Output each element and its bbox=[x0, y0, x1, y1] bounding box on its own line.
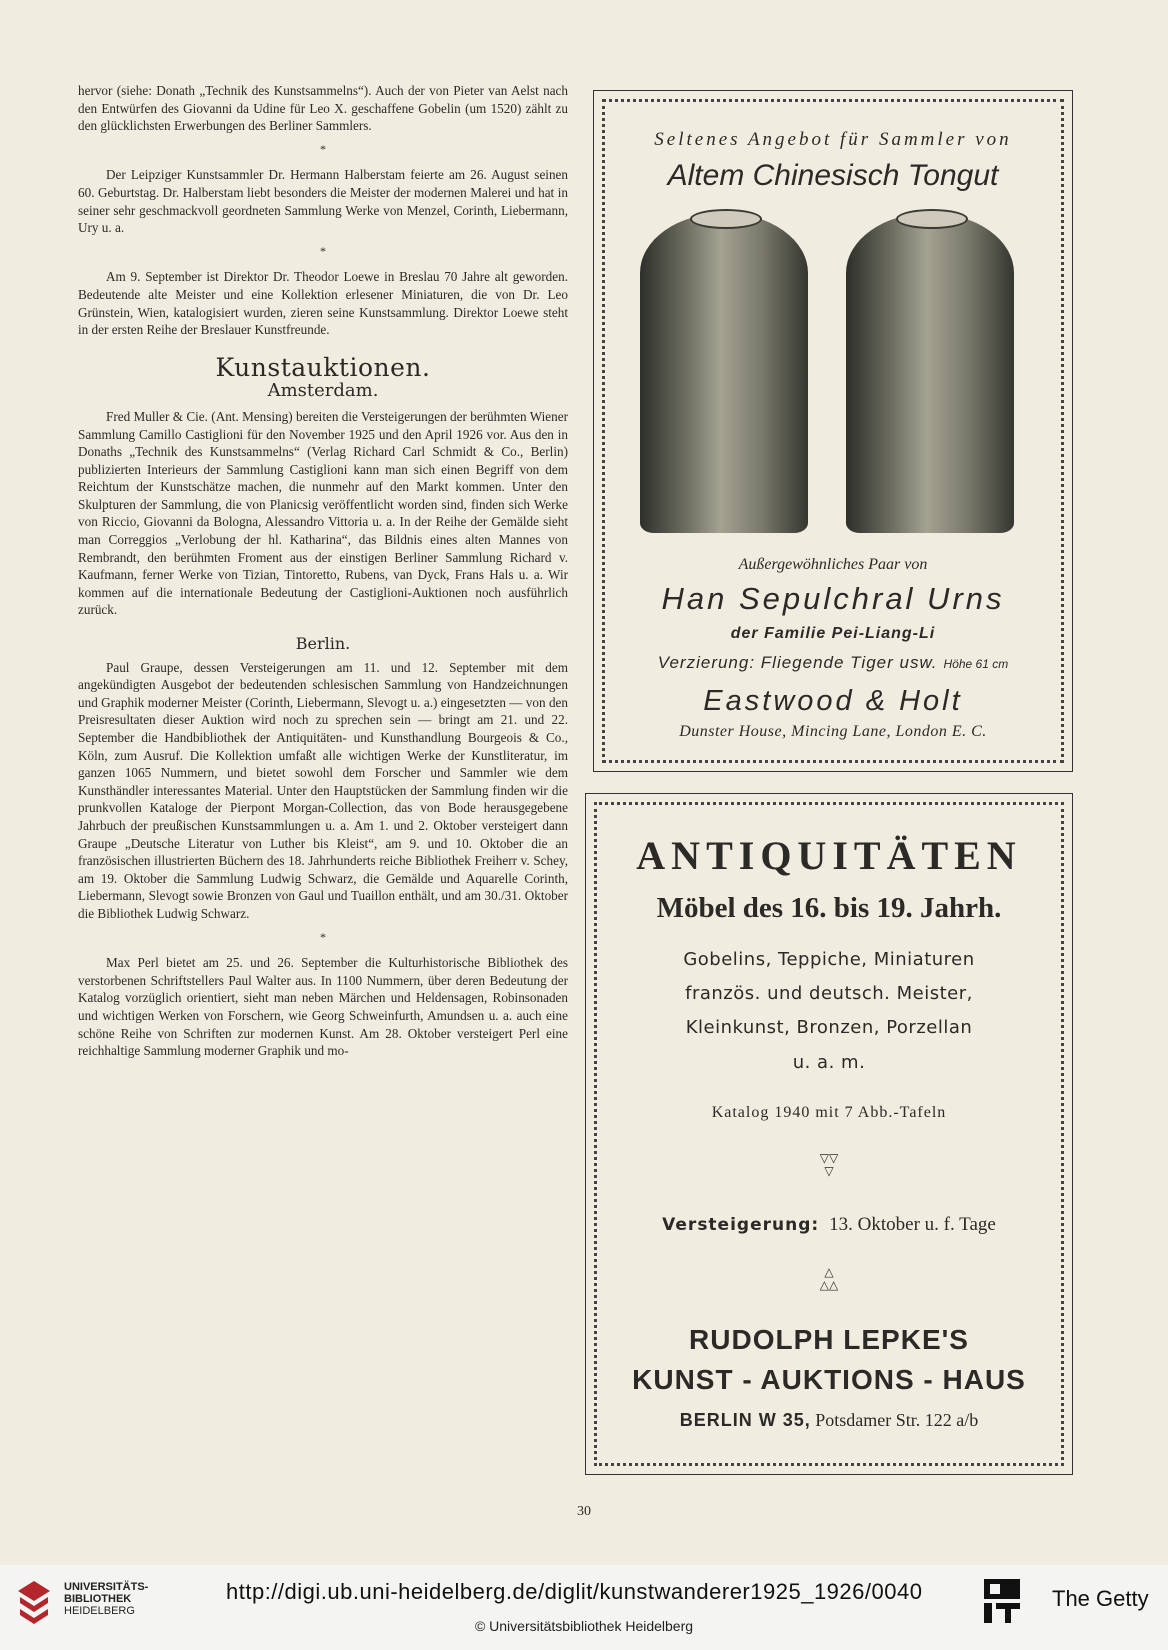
paragraph-halberstam: Der Leipziger Kunstsammler Dr. Hermann Halberstam feierte am 26. August seinen 60. Geburtstag. Dr. Halberstam liebt besonders die Meister der modernen Malerei und hat in seiner sehr geschmackvoll geordneten Sammlung Werke von Menzel, Corinth, Liebermann, Ury u. a. bbox=[78, 167, 568, 236]
separator-star: * bbox=[320, 141, 326, 156]
ad-city: BERLIN W 35, bbox=[679, 1410, 811, 1430]
subheading-berlin: Berlin. bbox=[295, 634, 351, 654]
paragraph-castiglioni: Fred Muller & Cie. (Ant. Mensing) bereiten die Versteigerungen der berühmten Wiener Sammlung Camillo Castiglioni für den November 1925 und den April 1926 vor. Aus den in Donaths „Technik des Kunstsammelns“ (Verlag Richard Carl Schmidt & Co., Berlin) publizierten Interieurs der Sammlung Castiglioni kann man sich einen Begriff von dem Reichtum der Kunstschätze machen, die nunmehr auf den Markt kommen. Unter den Skulpturen der Sammlung, die von Planicsig veröffentlicht worden sind, finden sich Werke von Riccio, Giovanni da Bologna, Alessandro Vittoria u. a. In der Reihe der Gemälde sieht man Correggios „Verlobung der hl. Katharina“, das Bildnis eines alten Mannes von Rembrandt, den berühmten Froment aus der einstigen Berliner Sammlung Richard v. Kaufmann, ferner Werke von Tizian, Tintoretto, Rubens, van Dyck, Frans Hals u. a. Wir kommen auf die internationale Bedeutung der Castiglioni-Auktionen noch ausführlich zurück. bbox=[78, 408, 568, 618]
ad-firm: Eastwood & Holt bbox=[703, 685, 963, 717]
library-line-3: HEIDELBERG bbox=[64, 1605, 135, 1617]
separator-star: * bbox=[320, 929, 326, 944]
ad-address: Dunster House, Mincing Lane, London E. C. bbox=[679, 723, 987, 740]
ad-decoration-text: Verzierung: Fliegende Tiger usw. bbox=[657, 653, 938, 672]
ad-auction-label: Versteigerung: bbox=[662, 1215, 820, 1235]
library-line-2: BIBLIOTHEK bbox=[64, 1593, 132, 1605]
library-line-1: UNIVERSITÄTS- bbox=[64, 1581, 149, 1593]
ad-subtitle: Möbel des 16. bis 19. Jahrh. bbox=[656, 892, 1002, 924]
separator-star: * bbox=[320, 243, 326, 258]
ad-title: Altem Chinesisch Tongut bbox=[667, 159, 999, 192]
ad-line-1: Gobelins, Teppiche, Miniaturen bbox=[683, 949, 975, 970]
ad-catalog: Katalog 1940 mit 7 Abb.-Tafeln bbox=[711, 1104, 947, 1121]
section-heading: Kunstauktionen. bbox=[215, 352, 431, 382]
ad-house-name: RUDOLPH LEPKE'S bbox=[689, 1324, 969, 1355]
copyright-notice: © Universitätsbibliothek Heidelberg bbox=[474, 1618, 694, 1634]
urn-photo-left bbox=[640, 213, 808, 533]
ad-auction-date: 13. Oktober u. f. Tage bbox=[829, 1214, 996, 1235]
ad-height: Höhe 61 cm bbox=[943, 657, 1009, 671]
permalink-url[interactable]: http://digi.ub.uni-heidelberg.de/diglit/kunstwanderer1925_1926/0040 bbox=[226, 1579, 923, 1604]
paragraph-perl: Max Perl bietet am 25. und 26. September die Kulturhistorische Bibliothek des verstorbenen Schriftstellers Paul Walter aus. In 1100 Nummern, über deren Bedeutung der Katalog vorzüglich orientiert, sieht man neben Märchen und Heldensagen, Robinsonaden und wichtigen Werken von Forschern, wie Georg Schweinfurth, Amundsen u. a. auch eine schöne Reihe von Schriften zur modernen Kunst. Am 28. Oktober versteigert Perl eine reichhaltige Sammlung moderner Graphik und mo- bbox=[78, 955, 568, 1059]
ad-line-3: Kleinkunst, Bronzen, Porzellan bbox=[685, 1017, 973, 1038]
urn-photo-right bbox=[846, 213, 1014, 533]
ad-family: der Familie Pei-Liang-Li bbox=[730, 625, 936, 642]
subheading-amsterdam: Amsterdam. bbox=[267, 380, 379, 402]
ad-line-4: u. a. m. bbox=[792, 1052, 866, 1073]
ad-title: ANTIQUITÄTEN bbox=[636, 833, 1022, 878]
ad-product: Han Sepulchral Urns bbox=[661, 581, 1005, 616]
triangle-ornament-up: △△ bbox=[819, 1278, 839, 1292]
article-column bbox=[78, 82, 568, 1066]
ad-house-type: KUNST - AUKTIONS - HAUS bbox=[632, 1364, 1026, 1395]
ad-auction bbox=[586, 1214, 1072, 1236]
page-number: 30 bbox=[577, 1504, 591, 1519]
ad-house-address bbox=[586, 1410, 1072, 1431]
ad-headline: Seltenes Angebot für Sammler von bbox=[654, 129, 1012, 150]
ad-line-2: französ. und deutsch. Meister, bbox=[685, 983, 973, 1004]
getty-logo-icon bbox=[982, 1577, 1022, 1625]
paragraph-graupe: Paul Graupe, dessen Versteigerungen am 11. und 12. September mit dem angekündigten Ausgebot der bedeutenden schlesischen Sammlung von Handzeichnungen und Graphik moderner Meister (Corinth, Liebermann, Slevogt u. a.) eingesetzten — von den Preisresultaten dieser Auktion wird noch zu sprechen sein — bringt am 21. und 22. September die Handbibliothek der Antiquitäten- und Kunsthandlung Bourgeois & Co., Köln, zum Ausruf. Die Kollektion umfaßt alle wichtigen Werke der Kunstliteratur, im ganzen 1065 Nummern, und bietet sowohl dem Forscher und Sammler wie dem Kunsthändler interessantes Material. Unter den Hauptstücken der Sammlung finden wir die prunkvollen Kataloge der Pierpont Morgan-Collection, das von Bode herausgegebene Jahrbuch der preußischen Kunstsammlungen u. a. Am 1. und 2. Oktober versteigert dann Graupe „Deutsche Literatur von Luther bis Kleist“, am 9. und 10. Oktober die an französischen illustrierten Büchern des 18. Jahrhunderts reiche Bibliothek Freiherr v. Schey, am 19. Oktober die Sammlung Ludwig Schwarz, die Gemälde und Aquarelle Corinth, Liebermann, Slevogt sowie Bronzen von Gaul und Tuaillon enthält, und am 30./31. Oktober die Bibliothek Ludwig Schwarz. bbox=[78, 659, 568, 921]
triangle-ornament-down: ▽▽ bbox=[819, 1151, 839, 1165]
paragraph-aelst: hervor (siehe: Donath „Technik des Kunstsammelns“). Auch der von Pieter van Aelst nach den Entwürfen des Giovanni da Udine für Leo X. geschaffene Gobelin (um 1520) zählt zu den glücklichsten Erwerbungen des Berliner Sammlers. bbox=[78, 83, 568, 134]
advertisement-eastwood-holt bbox=[593, 90, 1073, 772]
ad-decoration bbox=[594, 653, 1072, 673]
paragraph-loewe: Am 9. September ist Direktor Dr. Theodor Loewe in Breslau 70 Jahre alt geworden. Bedeutende alte Meister und eine Kollektion erlesener Miniaturen, die von Dr. Leo Grünstein, Wien, katalogisiert wurden, zieren seine Kunstsammlung. Direktor Loewe steht in der ersten Reihe der Breslauer Kunstfreunde. bbox=[78, 269, 568, 338]
advertisement-lepke bbox=[585, 793, 1073, 1475]
footer-bar bbox=[0, 1565, 1168, 1650]
getty-name: The Getty bbox=[1052, 1586, 1149, 1611]
library-name bbox=[64, 1581, 148, 1617]
triangle-ornament-down: ▽ bbox=[824, 1164, 834, 1178]
ad-lead: Außergewöhnliches Paar von bbox=[738, 556, 928, 573]
triangle-ornament-up: △ bbox=[824, 1265, 834, 1279]
ad-street: Potsdamer Str. 122 a/b bbox=[815, 1410, 979, 1430]
